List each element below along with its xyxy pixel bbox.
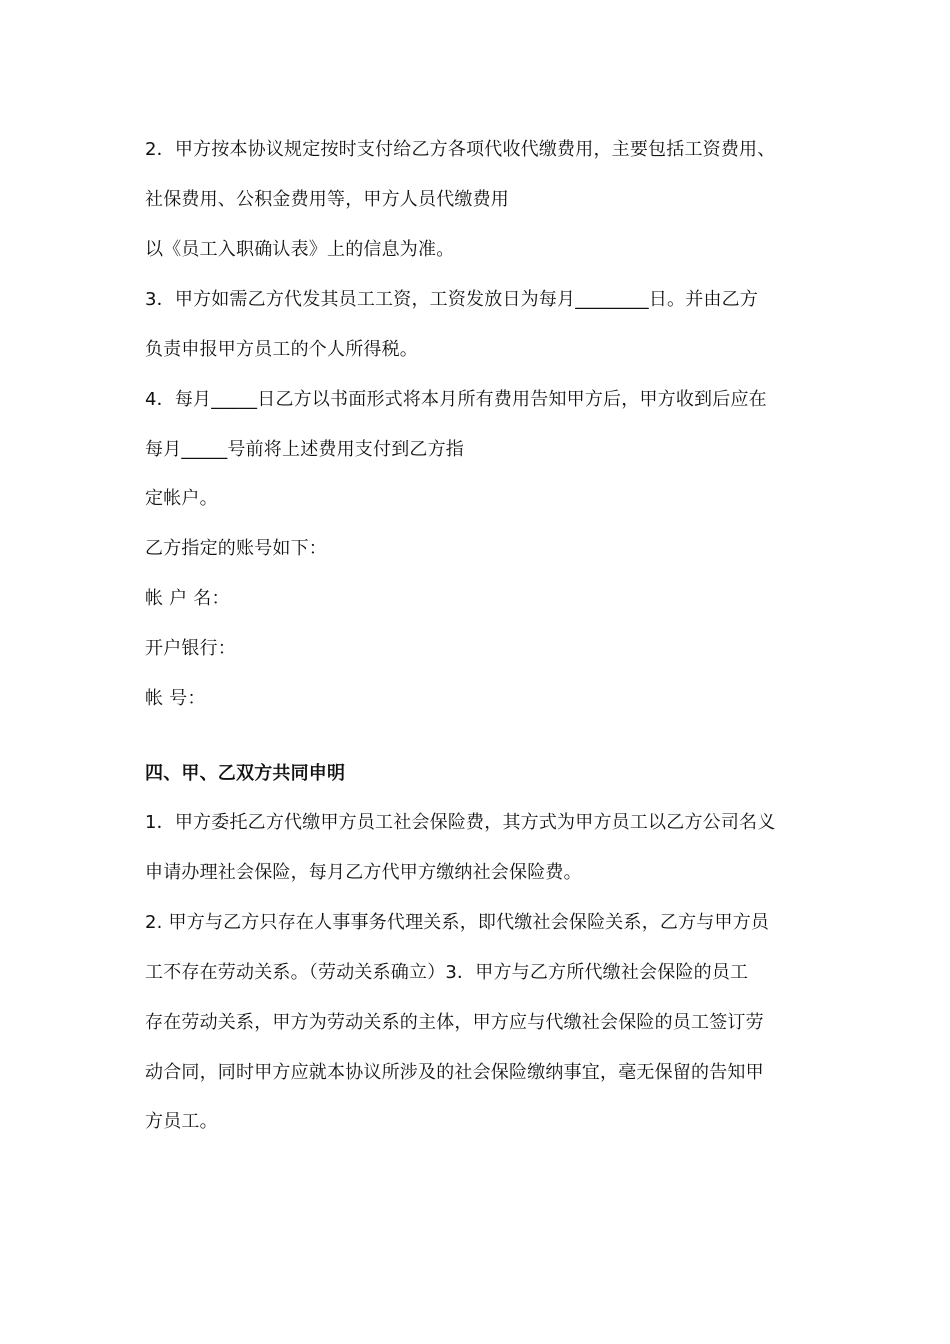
section-heading: 四、甲、乙双方共同申明	[145, 763, 346, 784]
account-number-label: 帐 号：	[145, 688, 206, 709]
paragraph-line: 2. 甲方与乙方只存在人事事务代理关系，即代缴社会保险关系，乙方与甲方员	[145, 912, 770, 933]
account-intro: 乙方指定的账号如下：	[145, 538, 327, 559]
paragraph-line: 存在劳动关系，甲方为劳动关系的主体，甲方应与代缴社会保险的员工签订劳	[145, 1012, 764, 1033]
paragraph-line: 动合同，同时甲方应就本协议所涉及的社会保险缴纳事宜，毫无保留的告知甲	[145, 1062, 764, 1083]
paragraph-line: 4．每月_____日乙方以书面形式将本月所有费用告知甲方后，甲方收到后应在	[145, 389, 767, 410]
paragraph-line: 定帐户。	[145, 488, 218, 509]
paragraph-line: 1．甲方委托乙方代缴甲方员工社会保险费，其方式为甲方员工以乙方公司名义	[145, 812, 776, 833]
paragraph-line: 申请办理社会保险，每月乙方代甲方缴纳社会保险费。	[145, 862, 582, 883]
paragraph-line: 负责申报甲方员工的个人所得税。	[145, 339, 418, 360]
paragraph-line: 社保费用、公积金费用等，甲方人员代缴费用	[145, 189, 509, 210]
paragraph-line: 3．甲方如需乙方代发其员工工资，工资发放日为每月________日。并由乙方	[145, 289, 759, 310]
paragraph-line: 方员工。	[145, 1111, 218, 1132]
bank-label: 开户银行：	[145, 638, 236, 659]
paragraph-line: 2．甲方按本协议规定按时支付给乙方各项代收代缴费用，主要包括工资费用、	[145, 139, 776, 160]
paragraph-line: 工不存在劳动关系。（劳动关系确立）3．甲方与乙方所代缴社会保险的员工	[145, 962, 749, 983]
paragraph-line: 以《员工入职确认表》上的信息为准。	[145, 239, 455, 260]
account-name-label: 帐 户 名：	[145, 588, 230, 609]
paragraph-line: 每月_____号前将上述费用支付到乙方指	[145, 439, 464, 460]
